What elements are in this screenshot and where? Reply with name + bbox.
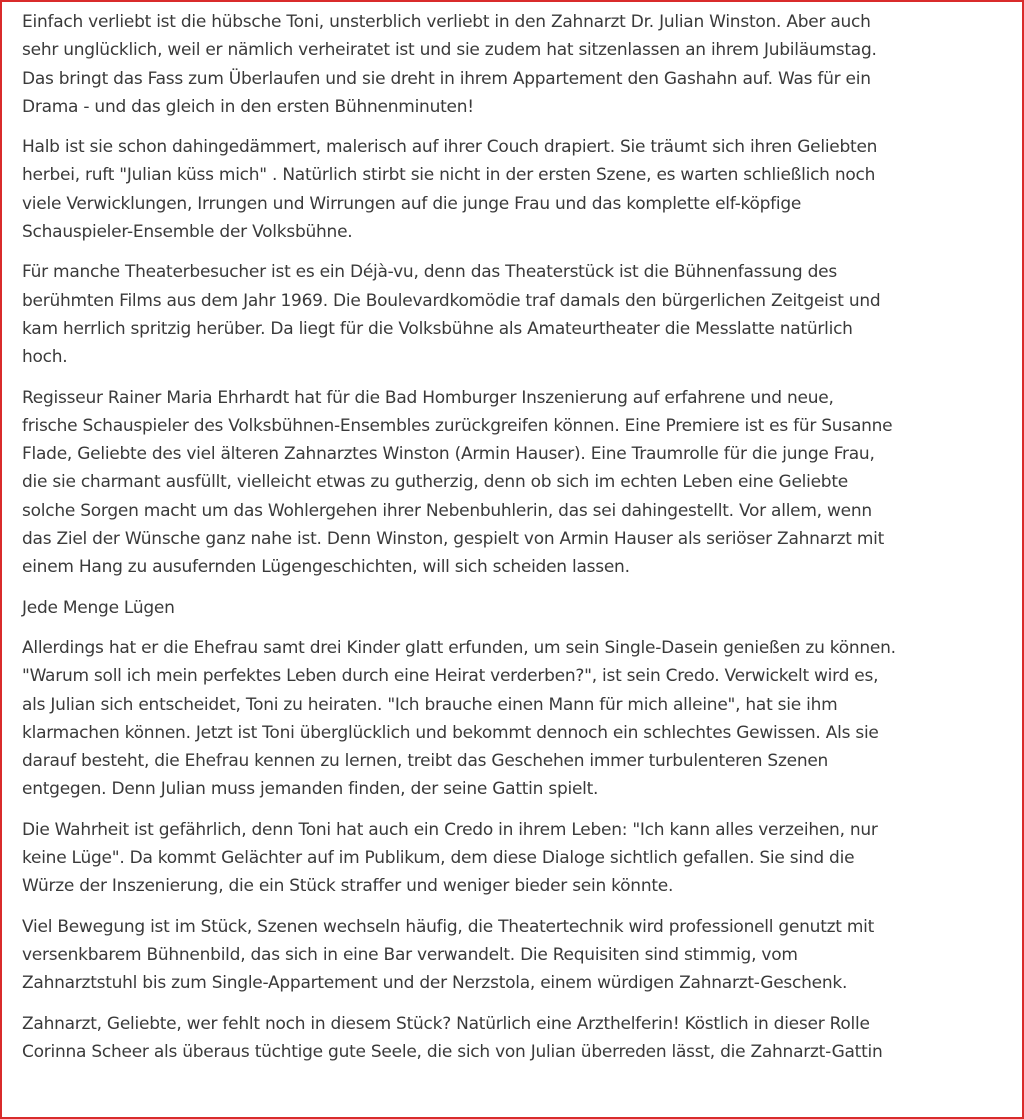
paragraph: Allerdings hat er die Ehefrau samt drei Kinder glatt erfunden, um sein Single-Dasein genießen zu können. "Warum soll ich mein perfektes Leben durch eine Heirat verderben?", ist sein Credo. Verwickelt wird es, als Julian sich entscheidet, Toni zu heiraten. "Ich brauche einen Mann für mich alleine", hat sie ihm klarmachen können. Jetzt ist Toni überglücklich und bekommt dennoch ein schlechtes Gewissen. Als sie darauf besteht, die Ehefrau kennen zu lernen, treibt das Geschehen immer turbulenteren Szenen entgegen. Denn Julian muss jemanden finden, der seine Gattin spielt. [22,637,896,800]
paragraph: Die Wahrheit ist gefährlich, denn Toni hat auch ein Credo in ihrem Leben: "Ich kann alles verzeihen, nur keine Lüge". Da kommt Gelächter auf im Publikum, dem diese Dialoge sichtlich gefallen. Sie sind die Würze der Inszenierung, die ein Stück straffer und weniger bieder sein könnte. [22,819,878,897]
section-subheading: Jede Menge Lügen [22,597,175,618]
paragraph: Für manche Theaterbesucher ist es ein Déjà-vu, denn das Theaterstück ist die Bühnenfassung des berühmten Films aus dem Jahr 1969. Die Boulevardkomödie traf damals den bürgerlichen Zeitgeist und kam herrlich spritzig herüber. Da liegt für die Volksbühne als Amateurtheater die Messlatte natürlich hoch. [22,262,881,368]
paragraph: Halb ist sie schon dahingedämmert, malerisch auf ihrer Couch drapiert. Sie träumt sich ihren Geliebten herbei, ruft "Julian küss mich" . Natürlich stirbt sie nicht in der ersten Szene, es warten schließlich noch viele Verwicklungen, Irrungen und Wirrungen auf die junge Frau und das komplette elf-köpfige Schauspieler-Ensemble der Volksbühne. [22,137,878,243]
paragraph: Zahnarzt, Geliebte, wer fehlt noch in diesem Stück? Natürlich eine Arzthelferin! Köstlich in dieser Rolle Corinna Scheer als überaus tüchtige gute Seele, die sich von Julian überreden lässt, die Zahnarzt-Gattin [22,1013,883,1062]
paragraph: Regisseur Rainer Maria Ehrhardt hat für die Bad Homburger Inszenierung auf erfahrene und neue, frische Schauspieler des Volksbühnen-Ensembles zurückgreifen können. Eine Premiere ist es für Susanne Flade, Geliebte des viel älteren Zahnarztes Winston (Armin Hauser). Eine Traumrolle für die junge Frau, die sie charmant ausfüllt, vielleicht etwas zu gutherzig, denn ob sich im echten Leben eine Geliebte solche Sorgen macht um das Wohlergehen ihrer Nebenbuhlerin, das sei dahingestellt. Vor allem, wenn das Ziel der Wünsche ganz nahe ist. Denn Winston, gespielt von Armin Hauser als seriöser Zahnarzt mit einem Hang zu ausufernden Lügengeschichten, will sich scheiden lassen. [22,387,893,578]
article-body [22,8,1022,1078]
paragraph: Viel Bewegung ist im Stück, Szenen wechseln häufig, die Theatertechnik wird professionell genutzt mit versenkbarem Bühnenbild, das sich in eine Bar verwandelt. Die Requisiten sind stimmig, vom Zahnarztstuhl bis zum Single-Appartement und der Nerzstola, einem würdigen Zahnarzt-Geschenk. [22,916,875,994]
paragraph: Einfach verliebt ist die hübsche Toni, unsterblich verliebt in den Zahnarzt Dr. Julian Winston. Aber auch sehr unglücklich, weil er nämlich verheiratet ist und sie zudem hat sitzenlassen an ihrem Jubiläumstag. Das bringt das Fass zum Überlaufen und sie dreht in ihrem Appartement den Gashahn auf. Was für ein Drama - und das gleich in den ersten Bühnenminuten! [22,12,877,117]
